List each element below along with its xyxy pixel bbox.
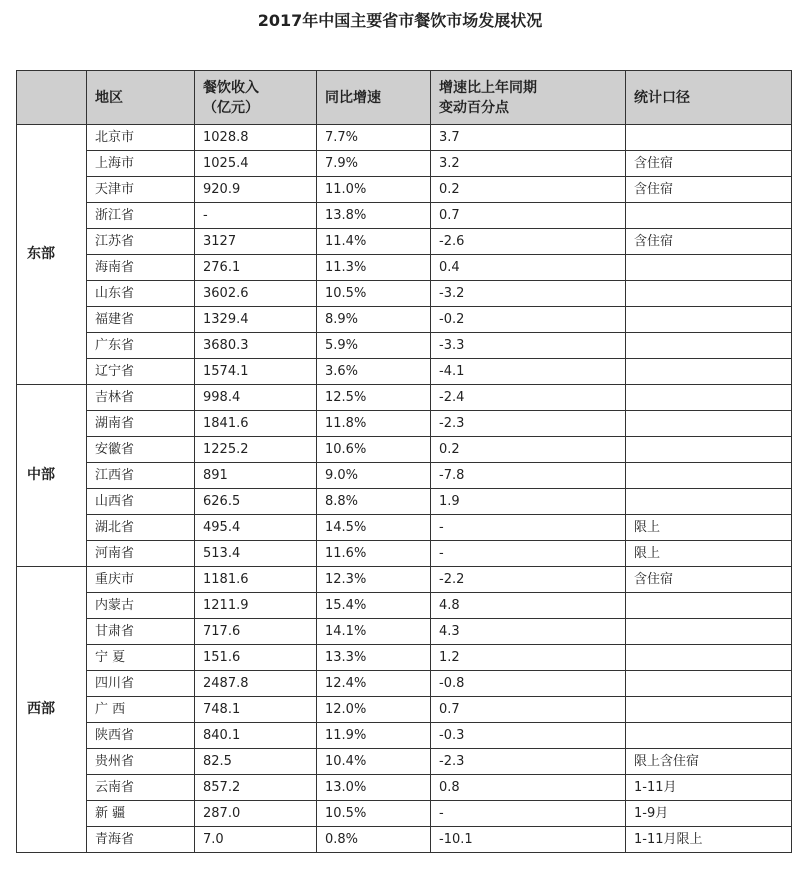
revenue-cell: 495.4 xyxy=(195,515,317,541)
growth-change-cell: 4.3 xyxy=(431,619,626,645)
province-cell: 北京市 xyxy=(87,125,195,151)
revenue-cell: 2487.8 xyxy=(195,671,317,697)
header-cell-growth-change: 增速比上年同期 变动百分点 xyxy=(431,71,626,125)
growth-change-cell: -2.3 xyxy=(431,749,626,775)
table-row xyxy=(17,671,792,697)
growth-cell: 9.0% xyxy=(317,463,431,489)
growth-cell: 10.5% xyxy=(317,281,431,307)
revenue-cell: 840.1 xyxy=(195,723,317,749)
table-row xyxy=(17,177,792,203)
growth-cell: 7.7% xyxy=(317,125,431,151)
growth-cell: 11.8% xyxy=(317,411,431,437)
scope-cell xyxy=(626,333,792,359)
growth-change-cell: 0.7 xyxy=(431,697,626,723)
revenue-cell: 1028.8 xyxy=(195,125,317,151)
revenue-cell: 7.0 xyxy=(195,827,317,853)
province-cell: 山东省 xyxy=(87,281,195,307)
province-cell: 海南省 xyxy=(87,255,195,281)
revenue-cell: 1841.6 xyxy=(195,411,317,437)
province-cell: 贵州省 xyxy=(87,749,195,775)
province-cell: 青海省 xyxy=(87,827,195,853)
table-row xyxy=(17,749,792,775)
header-cell-region: 地区 xyxy=(87,71,195,125)
revenue-cell: 1329.4 xyxy=(195,307,317,333)
province-cell: 吉林省 xyxy=(87,385,195,411)
scope-cell: 含住宿 xyxy=(626,229,792,255)
growth-cell: 7.9% xyxy=(317,151,431,177)
growth-cell: 8.8% xyxy=(317,489,431,515)
growth-cell: 14.1% xyxy=(317,619,431,645)
revenue-cell: 3127 xyxy=(195,229,317,255)
table-row xyxy=(17,827,792,853)
table-row xyxy=(17,229,792,255)
scope-cell xyxy=(626,645,792,671)
revenue-cell: 626.5 xyxy=(195,489,317,515)
table-row xyxy=(17,125,792,151)
growth-change-cell: 0.2 xyxy=(431,437,626,463)
province-cell: 广 西 xyxy=(87,697,195,723)
province-cell: 云南省 xyxy=(87,775,195,801)
growth-change-cell: 0.7 xyxy=(431,203,626,229)
table-row xyxy=(17,567,792,593)
growth-change-cell: 3.7 xyxy=(431,125,626,151)
province-cell: 重庆市 xyxy=(87,567,195,593)
revenue-cell: 891 xyxy=(195,463,317,489)
growth-cell: 13.0% xyxy=(317,775,431,801)
scope-cell xyxy=(626,489,792,515)
scope-cell: 含住宿 xyxy=(626,567,792,593)
table-row xyxy=(17,593,792,619)
scope-cell xyxy=(626,255,792,281)
province-cell: 广东省 xyxy=(87,333,195,359)
growth-cell: 11.6% xyxy=(317,541,431,567)
revenue-cell: 82.5 xyxy=(195,749,317,775)
table-row xyxy=(17,619,792,645)
growth-change-cell: 0.4 xyxy=(431,255,626,281)
growth-cell: 12.0% xyxy=(317,697,431,723)
province-cell: 安徽省 xyxy=(87,437,195,463)
growth-change-cell: -0.8 xyxy=(431,671,626,697)
table-row xyxy=(17,775,792,801)
scope-cell: 含住宿 xyxy=(626,177,792,203)
growth-change-cell: - xyxy=(431,541,626,567)
province-cell: 天津市 xyxy=(87,177,195,203)
region-cell: 西部 xyxy=(17,567,87,853)
scope-cell xyxy=(626,437,792,463)
province-cell: 新 疆 xyxy=(87,801,195,827)
province-cell: 湖北省 xyxy=(87,515,195,541)
table-row xyxy=(17,489,792,515)
scope-cell: 限上含住宿 xyxy=(626,749,792,775)
table-row xyxy=(17,541,792,567)
revenue-cell: 1181.6 xyxy=(195,567,317,593)
growth-change-cell: -0.2 xyxy=(431,307,626,333)
revenue-cell: 1211.9 xyxy=(195,593,317,619)
growth-change-cell: -2.2 xyxy=(431,567,626,593)
province-cell: 陕西省 xyxy=(87,723,195,749)
growth-cell: 5.9% xyxy=(317,333,431,359)
growth-cell: 0.8% xyxy=(317,827,431,853)
growth-cell: 12.5% xyxy=(317,385,431,411)
growth-cell: 12.4% xyxy=(317,671,431,697)
growth-cell: 11.4% xyxy=(317,229,431,255)
revenue-cell: 748.1 xyxy=(195,697,317,723)
growth-change-cell: 0.2 xyxy=(431,177,626,203)
growth-change-cell: -2.6 xyxy=(431,229,626,255)
scope-cell xyxy=(626,723,792,749)
revenue-cell: 3602.6 xyxy=(195,281,317,307)
growth-change-cell: -10.1 xyxy=(431,827,626,853)
growth-change-cell: 0.8 xyxy=(431,775,626,801)
province-cell: 福建省 xyxy=(87,307,195,333)
header-cell-revenue: 餐饮收入 （亿元） xyxy=(195,71,317,125)
revenue-cell: 920.9 xyxy=(195,177,317,203)
scope-cell xyxy=(626,463,792,489)
growth-change-cell: 1.9 xyxy=(431,489,626,515)
scope-cell xyxy=(626,411,792,437)
table-row xyxy=(17,281,792,307)
scope-cell: 1-9月 xyxy=(626,801,792,827)
growth-change-cell: -3.2 xyxy=(431,281,626,307)
province-cell: 宁 夏 xyxy=(87,645,195,671)
scope-cell xyxy=(626,385,792,411)
scope-cell: 限上 xyxy=(626,541,792,567)
province-cell: 浙江省 xyxy=(87,203,195,229)
table-row xyxy=(17,515,792,541)
scope-cell xyxy=(626,671,792,697)
growth-change-cell: 3.2 xyxy=(431,151,626,177)
table-row xyxy=(17,333,792,359)
province-cell: 河南省 xyxy=(87,541,195,567)
growth-cell: 15.4% xyxy=(317,593,431,619)
revenue-cell: 1025.4 xyxy=(195,151,317,177)
table-row xyxy=(17,203,792,229)
revenue-cell: 513.4 xyxy=(195,541,317,567)
region-cell: 中部 xyxy=(17,385,87,567)
growth-change-cell: -0.3 xyxy=(431,723,626,749)
province-cell: 江西省 xyxy=(87,463,195,489)
scope-cell: 1-11月限上 xyxy=(626,827,792,853)
table-row xyxy=(17,307,792,333)
province-cell: 四川省 xyxy=(87,671,195,697)
growth-change-cell: -7.8 xyxy=(431,463,626,489)
revenue-cell: 151.6 xyxy=(195,645,317,671)
scope-cell xyxy=(626,619,792,645)
growth-cell: 14.5% xyxy=(317,515,431,541)
growth-change-cell: -3.3 xyxy=(431,333,626,359)
province-cell: 内蒙古 xyxy=(87,593,195,619)
region-cell: 东部 xyxy=(17,125,87,385)
table-row xyxy=(17,359,792,385)
table-row xyxy=(17,697,792,723)
catering-market-table xyxy=(16,70,792,853)
revenue-cell: 717.6 xyxy=(195,619,317,645)
growth-cell: 12.3% xyxy=(317,567,431,593)
province-cell: 上海市 xyxy=(87,151,195,177)
table-title: 2017年中国主要省市餐饮市场发展状况 xyxy=(257,11,543,30)
table-row xyxy=(17,801,792,827)
scope-cell xyxy=(626,281,792,307)
table-row xyxy=(17,437,792,463)
header-cell-scope: 统计口径 xyxy=(626,71,792,125)
revenue-cell: 1574.1 xyxy=(195,359,317,385)
growth-change-cell: - xyxy=(431,801,626,827)
province-cell: 江苏省 xyxy=(87,229,195,255)
growth-change-cell: 4.8 xyxy=(431,593,626,619)
growth-cell: 10.4% xyxy=(317,749,431,775)
table-row xyxy=(17,463,792,489)
revenue-cell: 3680.3 xyxy=(195,333,317,359)
table-row xyxy=(17,723,792,749)
scope-cell xyxy=(626,593,792,619)
scope-cell xyxy=(626,203,792,229)
table-row xyxy=(17,645,792,671)
header-row xyxy=(17,71,792,125)
revenue-cell: 998.4 xyxy=(195,385,317,411)
province-cell: 辽宁省 xyxy=(87,359,195,385)
table-row xyxy=(17,411,792,437)
growth-cell: 13.8% xyxy=(317,203,431,229)
revenue-cell: - xyxy=(195,203,317,229)
header-cell-blank xyxy=(17,71,87,125)
growth-change-cell: -4.1 xyxy=(431,359,626,385)
revenue-cell: 1225.2 xyxy=(195,437,317,463)
header-cell-growth: 同比增速 xyxy=(317,71,431,125)
revenue-cell: 276.1 xyxy=(195,255,317,281)
growth-change-cell: - xyxy=(431,515,626,541)
table-row xyxy=(17,151,792,177)
growth-change-cell: -2.4 xyxy=(431,385,626,411)
scope-cell xyxy=(626,307,792,333)
growth-cell: 11.9% xyxy=(317,723,431,749)
revenue-cell: 287.0 xyxy=(195,801,317,827)
scope-cell xyxy=(626,125,792,151)
province-cell: 湖南省 xyxy=(87,411,195,437)
scope-cell: 限上 xyxy=(626,515,792,541)
growth-cell: 10.5% xyxy=(317,801,431,827)
growth-cell: 3.6% xyxy=(317,359,431,385)
growth-cell: 10.6% xyxy=(317,437,431,463)
table-body xyxy=(17,125,792,853)
table-row xyxy=(17,255,792,281)
growth-cell: 11.0% xyxy=(317,177,431,203)
scope-cell: 含住宿 xyxy=(626,151,792,177)
province-cell: 甘肃省 xyxy=(87,619,195,645)
growth-cell: 8.9% xyxy=(317,307,431,333)
revenue-cell: 857.2 xyxy=(195,775,317,801)
scope-cell xyxy=(626,359,792,385)
growth-cell: 13.3% xyxy=(317,645,431,671)
growth-change-cell: -2.3 xyxy=(431,411,626,437)
scope-cell: 1-11月 xyxy=(626,775,792,801)
scope-cell xyxy=(626,697,792,723)
table-row xyxy=(17,385,792,411)
province-cell: 山西省 xyxy=(87,489,195,515)
growth-cell: 11.3% xyxy=(317,255,431,281)
growth-change-cell: 1.2 xyxy=(431,645,626,671)
